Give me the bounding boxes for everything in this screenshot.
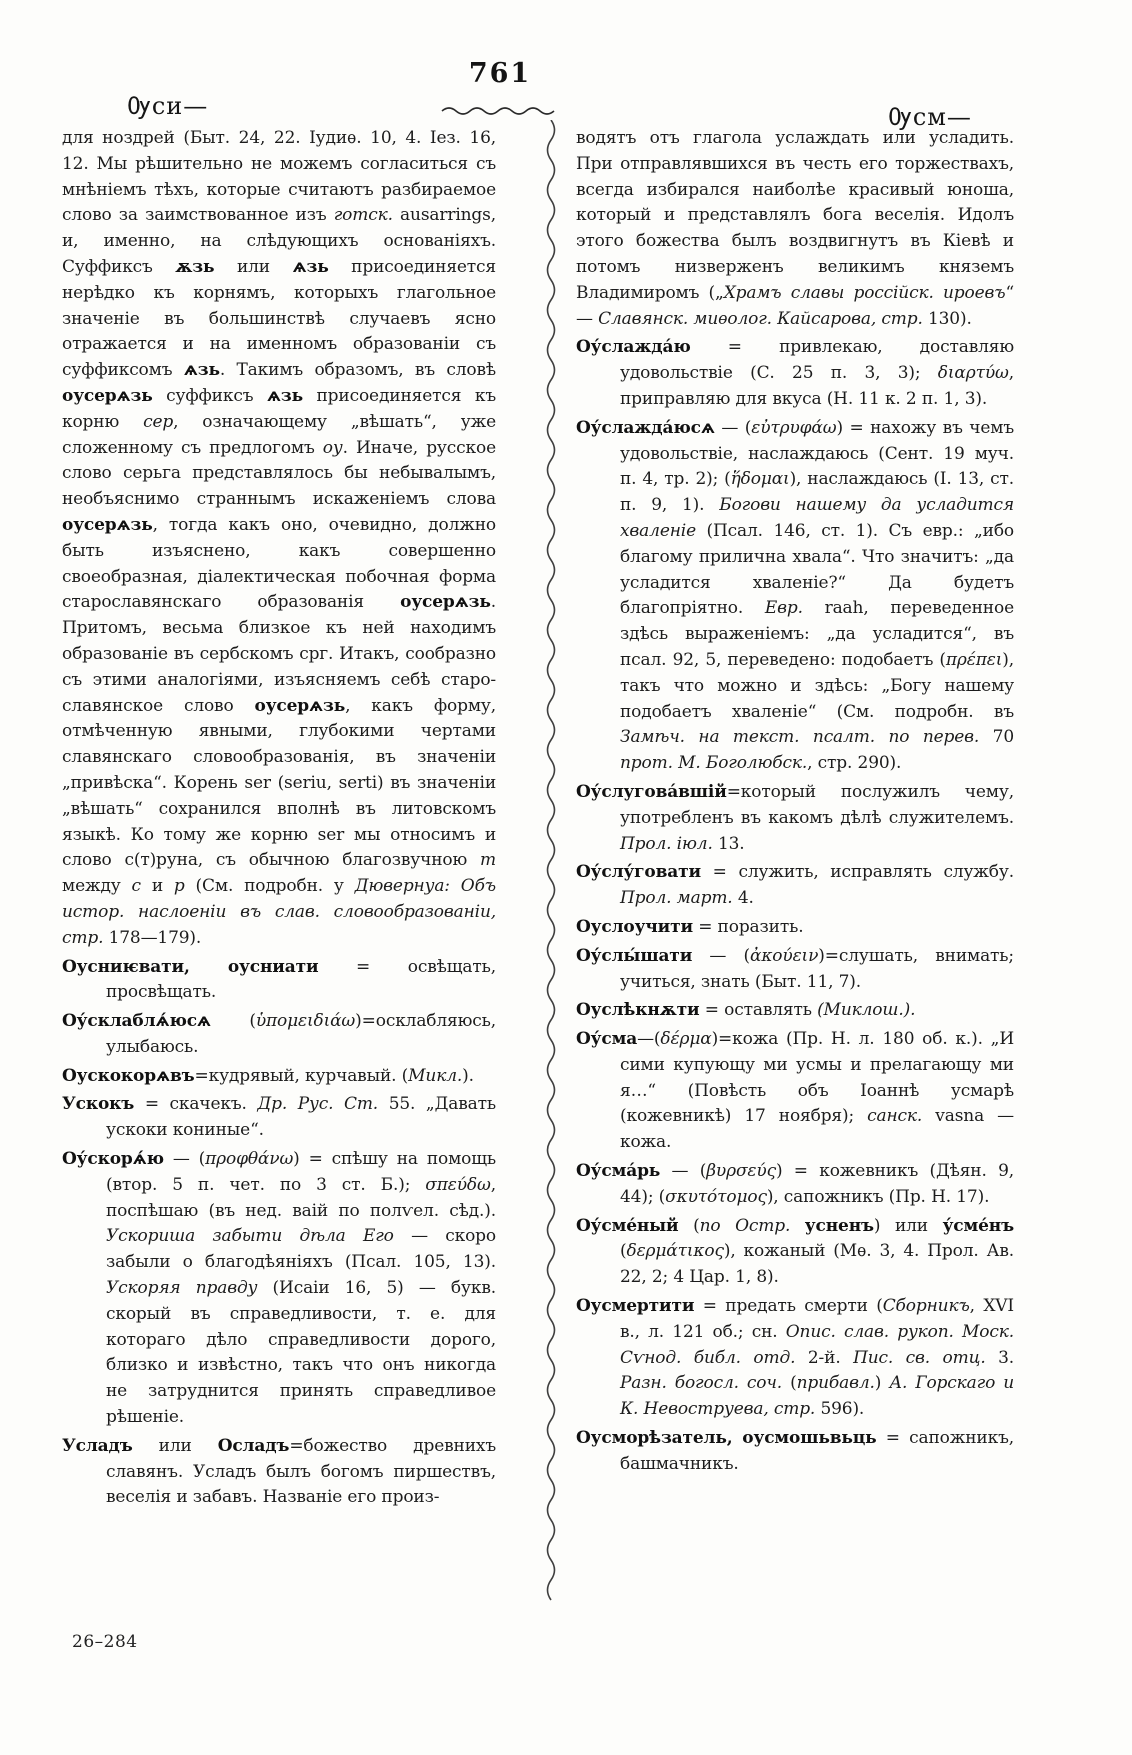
text-segment: водятъ отъ глагола услаждать или усладить. При отправлявшихся въ честь его торжествахъ, всегда избирался наиболѣе красивый юноша, который и представлялъ бога веселія. Идолъ этого божества былъ воздвигнутъ въ Кіевѣ и потомъ низверженъ великимъ княземъ Владимиромъ („ (576, 128, 1014, 303)
text-segment: βυρσεύς (706, 1161, 776, 1182)
text-segment: Оускокорѧвъ (62, 1065, 195, 1086)
text-segment: ) = нахожу въ чемъ удовольствіе, наслаждаюсь (Сент. 19 муч. п. 4, тр. 2); ( (620, 417, 1015, 490)
dictionary-entry (576, 1294, 1014, 1423)
column-divider-wavy-line (546, 120, 558, 1610)
text-segment: Пис. св. отц. (853, 1347, 986, 1368)
dictionary-entry (576, 860, 1014, 912)
dictionary-entry (62, 1092, 496, 1144)
text-segment: =который послужилъ чему, употребленъ въ какомъ дѣлѣ служителемъ. (620, 781, 1014, 828)
text-segment: Ускоряя правду (106, 1278, 258, 1299)
text-segment: прибавл. (796, 1373, 875, 1394)
text-segment: 2-й. (795, 1347, 854, 1368)
right_column (576, 126, 1014, 1481)
text-segment: и (140, 876, 174, 897)
text-segment: ѧзь (292, 256, 329, 277)
text-segment: Оу́слы́шати (576, 945, 693, 966)
text-segment: оу (322, 437, 343, 458)
text-segment: vasna — кожа. (620, 1106, 1014, 1153)
dictionary-entry (62, 1064, 496, 1090)
text-segment: δέρμα (660, 1029, 712, 1050)
text-segment: Оу́слу́говати (576, 862, 701, 883)
running-head-left: Ѹси— (127, 92, 209, 120)
text-segment: = освѣщать, просвѣщать. (106, 956, 497, 1003)
text-segment: Евр. (764, 598, 803, 619)
text-segment: . Такимъ образомъ, въ словѣ (219, 360, 496, 381)
text-segment: ѧзь (266, 385, 303, 406)
text-segment: Усладъ (62, 1435, 133, 1456)
text-segment: Оуслоучити (576, 916, 693, 937)
text-segment: —( (637, 1029, 661, 1050)
text-segment: Замѣч. на текст. псалт. по перев. (620, 727, 980, 748)
text-segment: Оусниѥвати, оусниати (62, 956, 319, 977)
dictionary-entry (576, 416, 1014, 777)
text-segment: Сборникъ (882, 1296, 970, 1317)
text-segment: )=слушать, внимать; учиться, знать (Быт. 11, 7). (620, 945, 1014, 992)
text-segment: — ( (714, 417, 752, 438)
text-segment: Оусмертити (576, 1296, 695, 1317)
text-segment: между (62, 876, 132, 897)
dictionary-entry (62, 1147, 496, 1431)
left_column (62, 126, 496, 1514)
text-segment: Оуслѣкнѫти (576, 1000, 700, 1021)
dictionary-entry (576, 998, 1014, 1024)
text-segment: Оу́слажда́ю (576, 337, 691, 358)
text-segment: ) = кожевникъ (Дѣян. 9, 44); ( (620, 1161, 1014, 1207)
text-segment: Славянск. миѳолог. Кайсарова, стр. (598, 308, 923, 329)
text-segment: оусерѧзь (62, 385, 153, 406)
text-segment: ) или (873, 1215, 943, 1236)
text-segment: διαρτύω (937, 363, 1009, 384)
text-segment: δερμάτικος (626, 1241, 724, 1262)
text-segment: — ( (660, 1161, 707, 1182)
dictionary-entry (576, 1426, 1014, 1478)
text-segment: 13. (712, 833, 745, 854)
text-segment: оусерѧзь (62, 514, 153, 535)
dictionary-entry (62, 1434, 496, 1511)
text-segment: σπεύδω (425, 1174, 491, 1195)
text-segment: оусерѧзь (400, 592, 491, 613)
text-segment: — ( (692, 945, 750, 966)
text-segment: р (173, 876, 185, 897)
text-segment: прот. М. Боголюбск. (620, 753, 808, 774)
dictionary-entry (576, 780, 1014, 857)
text-segment: Оу́скорѧ́ю (62, 1149, 164, 1170)
text-segment: оусерѧзь (254, 695, 346, 716)
text-segment: санск. (867, 1106, 923, 1127)
text-segment: или (214, 256, 293, 277)
text-segment: ( (678, 1215, 700, 1236)
text-segment: =божество древнихъ славянъ. Усладъ былъ богомъ пиршествъ, веселія и забавъ. Названіе его произ- (106, 1435, 496, 1508)
text-segment: Ускориша забыти дѣла Его (106, 1226, 394, 1247)
text-segment: )=осклабляюсь, улыбаюсь. (106, 1011, 496, 1057)
text-segment: Оу́сме́ный (576, 1215, 679, 1236)
text-segment: готск. (333, 205, 393, 226)
text-segment: ( (782, 1373, 797, 1394)
text-segment: ) (874, 1373, 890, 1394)
dictionary-entry (576, 335, 1014, 412)
text-segment: ), сапожникъ (Пр. Н. 17). (766, 1186, 990, 1207)
text-segment: 55. „Давать ускоки кониные“. (106, 1094, 496, 1141)
text-segment: = оставлять (699, 1000, 818, 1021)
text-segment: προφθάνω (205, 1149, 294, 1170)
text-segment: πρέπει (945, 649, 1003, 670)
text-segment: по Остр. (699, 1215, 791, 1236)
text-segment: ) = спѣшу на помощь (втор. 5 п. чет. по 3 ст. Б.); (106, 1149, 497, 1195)
text-segment: Дювернуа: Объ истор. наслоеніи въ слав. словообразованіи, стр. (62, 876, 496, 948)
text-segment: , какъ форму, отмѣченную явными, глубокими чертами славянскаго словообразованія, въ значеніи „привѣска“. Корень ser (seriu, serti) въ значеніи „вѣшать“ сохранился вполнѣ въ литовскомъ языкѣ. Ко тому же корню ser мы относимъ и слово с(т)руна, съ обычною благозвучною (62, 695, 496, 871)
text-segment: ), наслаждаюсь (І. 13, ст. п. 9, 1). (620, 469, 1014, 516)
page-number: 761 (468, 58, 532, 89)
text-segment: ὑπομειδιάω (255, 1011, 356, 1032)
text-segment: Оу́слажда́юсѧ (576, 417, 715, 438)
text-segment: Оу́слугова́вшій (576, 781, 727, 802)
text-segment: , приправляю для вкуса (Н. 11 к. 2 п. 1, 3). (620, 363, 1014, 409)
text-segment: Прол. март. (620, 888, 733, 909)
text-segment: 4. (732, 888, 754, 909)
text-segment: σκυτότομος (665, 1186, 767, 1207)
text-segment: Оу́сма́рь (576, 1161, 661, 1182)
wavy-rule-under-page-number (440, 106, 560, 116)
text-segment: суффиксъ (152, 385, 267, 406)
text-segment: 178—179). (103, 927, 202, 948)
text-segment: ausarrings, и, именно, на слѣдующихъ основаніяхъ. Суффиксъ (62, 205, 496, 277)
text-segment: . Иначе, русское слово серьга представлялось бы небывалымъ, необъяснимо страннымъ искаженіемъ слова (62, 437, 496, 510)
text-segment: у́сме́нъ (942, 1215, 1014, 1236)
text-segment: (Псал. 146, ст. 1). Съ евр.: „ибо благому прилична хвала“. Что значитъ: „да усладится хваленіе?“ Да будетъ благопріятно. (620, 520, 1014, 619)
text-segment: Разн. богосл. соч. (620, 1373, 783, 1394)
text-segment: присоединяется нерѣдко къ корнямъ, которыхъ глагольное значеніе въ большинствѣ случаевъ ясно отражается и на именномъ образованіи съ суффиксомъ (62, 256, 497, 381)
text-segment: или (132, 1435, 218, 1456)
text-segment: ἀκούειν (749, 945, 819, 966)
text-segment: т (480, 850, 496, 871)
text-segment: ), кожаный (Мѳ. 3, 4. Прол. Ав. 22, 2; 4 Цар. 1, 8). (620, 1241, 1014, 1288)
text-segment: Богови нашему да усладится хваленіе (620, 495, 1014, 541)
text-segment: — ( (163, 1149, 206, 1170)
text-segment: присоединяется къ корню (62, 385, 496, 432)
text-segment: = предать смерти ( (694, 1296, 883, 1317)
text-segment: для ноздрей (Быт. 24, 22. Іудиѳ. 10, 4. Іез. 16, 12. Мы рѣшительно не можемъ согласиться съ мнѣніемъ тѣхъ, которые считаютъ разбираемое слово за заимствованное изъ (62, 128, 496, 226)
text-segment: , стр. 290). (807, 753, 902, 774)
text-segment: Микл. (408, 1065, 463, 1086)
text-segment: , поспѣшаю (въ нед. ваій по полѵел. сѣд.). (106, 1174, 496, 1221)
running-head-right: Ѹсм— (888, 103, 972, 131)
text-segment: Оу́склаблѧ́юсѧ (62, 1011, 211, 1032)
text-segment: ). (462, 1065, 474, 1086)
text-segment: ( (620, 1241, 627, 1262)
text-segment: Оу́сма (576, 1029, 638, 1050)
dictionary-entry (62, 1009, 496, 1061)
text-segment: , означающему „вѣшать“, уже сложенному съ предлогомъ (62, 411, 496, 458)
text-segment: (Миклош.). (817, 1000, 916, 1021)
text-segment: = привлекаю, доставляю удовольствіе (С. 25 п. 3, 3); (620, 337, 1014, 384)
text-segment: усненъ (804, 1215, 874, 1236)
text-segment: , тогда какъ оно, очевидно, должно быть изъяснено, какъ совершенно своеобразная, діалектическая побочная форма старославянскаго образованія (62, 514, 496, 613)
dictionary-entry (576, 944, 1014, 996)
text-segment: εὐτρυφάω (751, 417, 837, 438)
text-segment: = служить, исправлять службу. (701, 862, 1014, 883)
text-segment (790, 1216, 805, 1236)
text-segment: “ — (576, 282, 1014, 329)
text-segment: Прол. іюл. (620, 833, 713, 854)
dictionary-entry (576, 915, 1014, 941)
text-segment: Опис. слав. рукоп. Моск. Сѵнод. библ. отд. (620, 1321, 1015, 1368)
text-segment: сер (143, 411, 174, 432)
printer-signature: 26–284 (72, 1632, 138, 1652)
dictionary-entry (576, 1159, 1014, 1211)
text-segment: ѫзь (175, 256, 215, 277)
text-segment: с (131, 876, 141, 897)
text-segment: ( (210, 1011, 256, 1032)
text-segment: =кудрявый, курчавый. ( (194, 1065, 409, 1086)
text-segment: ), такъ что можно и здѣсь: „Богу нашему подобаетъ хваленіе“ (См. подробн. въ (620, 649, 1014, 722)
text-segment: 3. (985, 1347, 1014, 1368)
dictionary-entry (576, 1214, 1014, 1291)
text-segment: — скоро забыли о благодѣяніяхъ (Псал. 105, 13). (106, 1226, 496, 1273)
text-segment: )=кожа (Пр. Н. л. 180 об. к.). „И сими купующу ми усмы и прелагающу ми я…“ (Повѣсть объ Іоаннѣ усмарѣ (кожевникѣ) 17 ноября); (620, 1029, 1014, 1127)
text-segment: Храмъ славы россійск. ироевъ (723, 282, 1006, 303)
text-segment: (См. подробн. у (184, 876, 355, 897)
text-segment: , XVI в., л. 121 об.; сн. (620, 1296, 1014, 1342)
text-segment: 130). (922, 308, 972, 329)
text-paragraph (62, 126, 496, 952)
text-segment: ἥδομαι (730, 469, 790, 490)
dictionary-entry (576, 1027, 1014, 1156)
text-segment: = скачекъ. (134, 1094, 258, 1115)
text-segment: Ускокъ (62, 1094, 135, 1115)
text-segment: Осладъ (217, 1435, 290, 1456)
dictionary-entry (62, 955, 496, 1007)
text-segment: ѧзь (183, 360, 220, 381)
text-segment: Др. Рус. Ст. (257, 1094, 379, 1115)
text-segment: . Притомъ, весьма близкое къ ней находимъ образованіе въ сербскомъ срг. Итакъ, сообразно съ этими аналогіями, изъясняемъ себѣ старо-славянское слово (62, 592, 496, 716)
text-segment: = сапожникъ, башмачникъ. (620, 1428, 1014, 1474)
text-segment: (Исаіи 16, 5) — букв. скорый въ справедливости, т. е. для котораго дѣло справедливости дорого, близко и извѣстно, такъ что онъ никогда не затруднится принять справедливое рѣшеніе. (106, 1278, 497, 1428)
text-paragraph (576, 126, 1014, 332)
text-segment: 70 (979, 727, 1014, 748)
text-segment: Оусморѣзатель, оусмошьвьць (576, 1428, 877, 1449)
text-segment: 596). (815, 1399, 865, 1420)
text-segment: raah, переведенное здѣсь выраженіемъ: „да усладится“, въ псал. 92, 5, переведено: подобаетъ ( (620, 598, 1014, 670)
text-segment: = поразить. (692, 916, 804, 937)
text-segment: А. Горскаго и К. Невоструева, стр. (620, 1373, 1014, 1420)
